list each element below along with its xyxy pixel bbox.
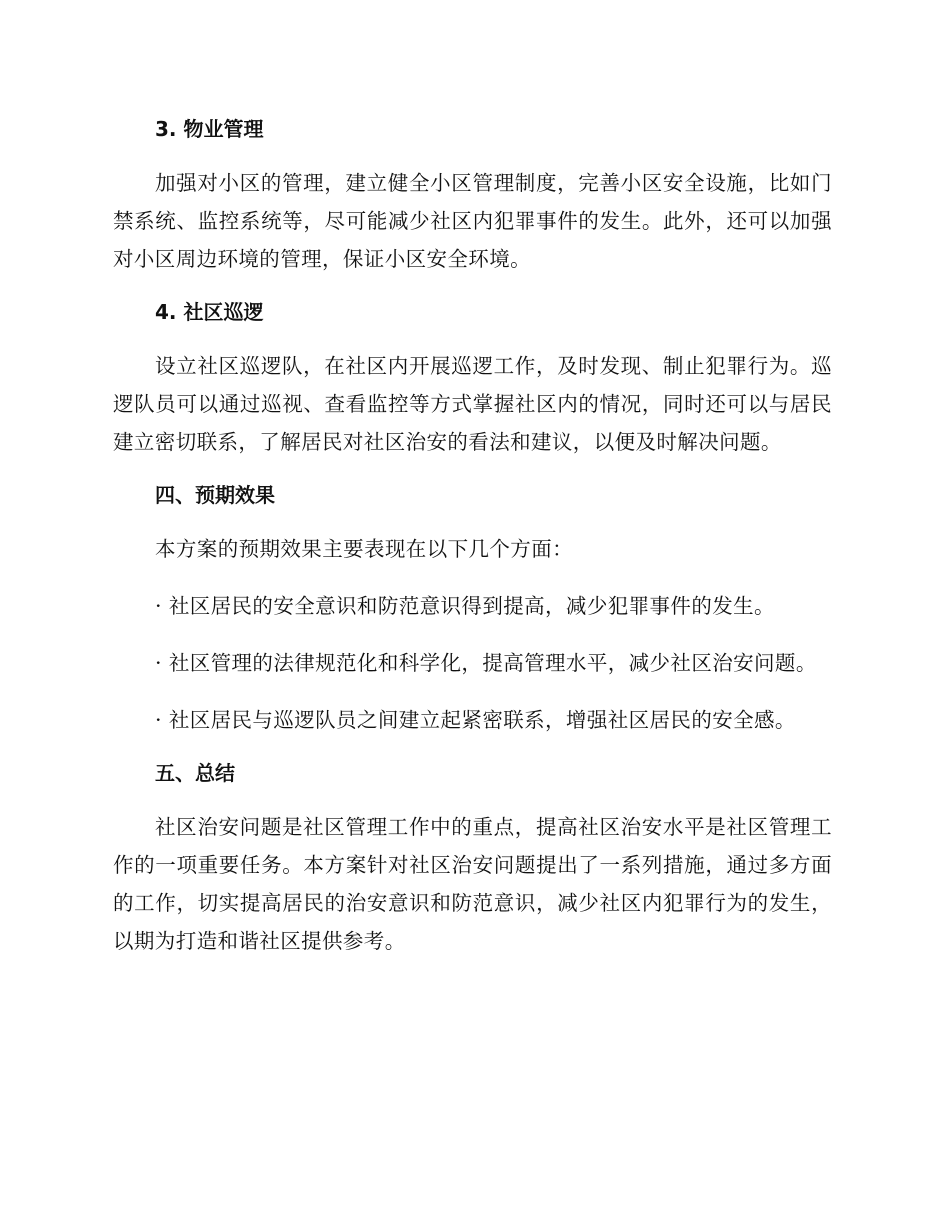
paragraph-expected-intro: 本方案的预期效果主要表现在以下几个方面： [155,537,573,561]
paragraph-community-patrol: 设立社区巡逻队，在社区内开展巡逻工作，及时发现、制止犯罪行为。巡逻队员可以通过巡视、查看监控等方式掌握社区内的情况，同时还可以与居民建立密切联系，了解居民对社区治安的看法和建议，以便及时解决问题。 [113,354,832,454]
section-heading-summary: 五、总结 [155,761,235,785]
bullet-item: · 社区居民与巡逻队员之间建立起紧密联系，增强社区居民的安全感。 [155,708,796,732]
section-heading-expected-effects: 四、预期效果 [155,483,275,507]
paragraph-property-management: 加强对小区的管理，建立健全小区管理制度，完善小区安全设施，比如门禁系统、监控系统等，尽可能减少社区内犯罪事件的发生。此外，还可以加强对小区周边环境的管理，保证小区安全环境。 [113,171,832,271]
section-heading-property-management: 3. 物业管理 [155,117,264,141]
bullet-item: · 社区居民的安全意识和防范意识得到提高，减少犯罪事件的发生。 [155,594,775,618]
bullet-item: · 社区管理的法律规范化和科学化，提高管理水平，减少社区治安问题。 [155,651,817,675]
paragraph-summary: 社区治安问题是社区管理工作中的重点，提高社区治安水平是社区管理工作的一项重要任务。本方案针对社区治安问题提出了一系列措施，通过多方面的工作，切实提高居民的治安意识和防范意识，减少社区内犯罪行为的发生，以期为打造和谐社区提供参考。 [113,815,832,953]
section-heading-community-patrol: 4. 社区巡逻 [155,300,264,324]
